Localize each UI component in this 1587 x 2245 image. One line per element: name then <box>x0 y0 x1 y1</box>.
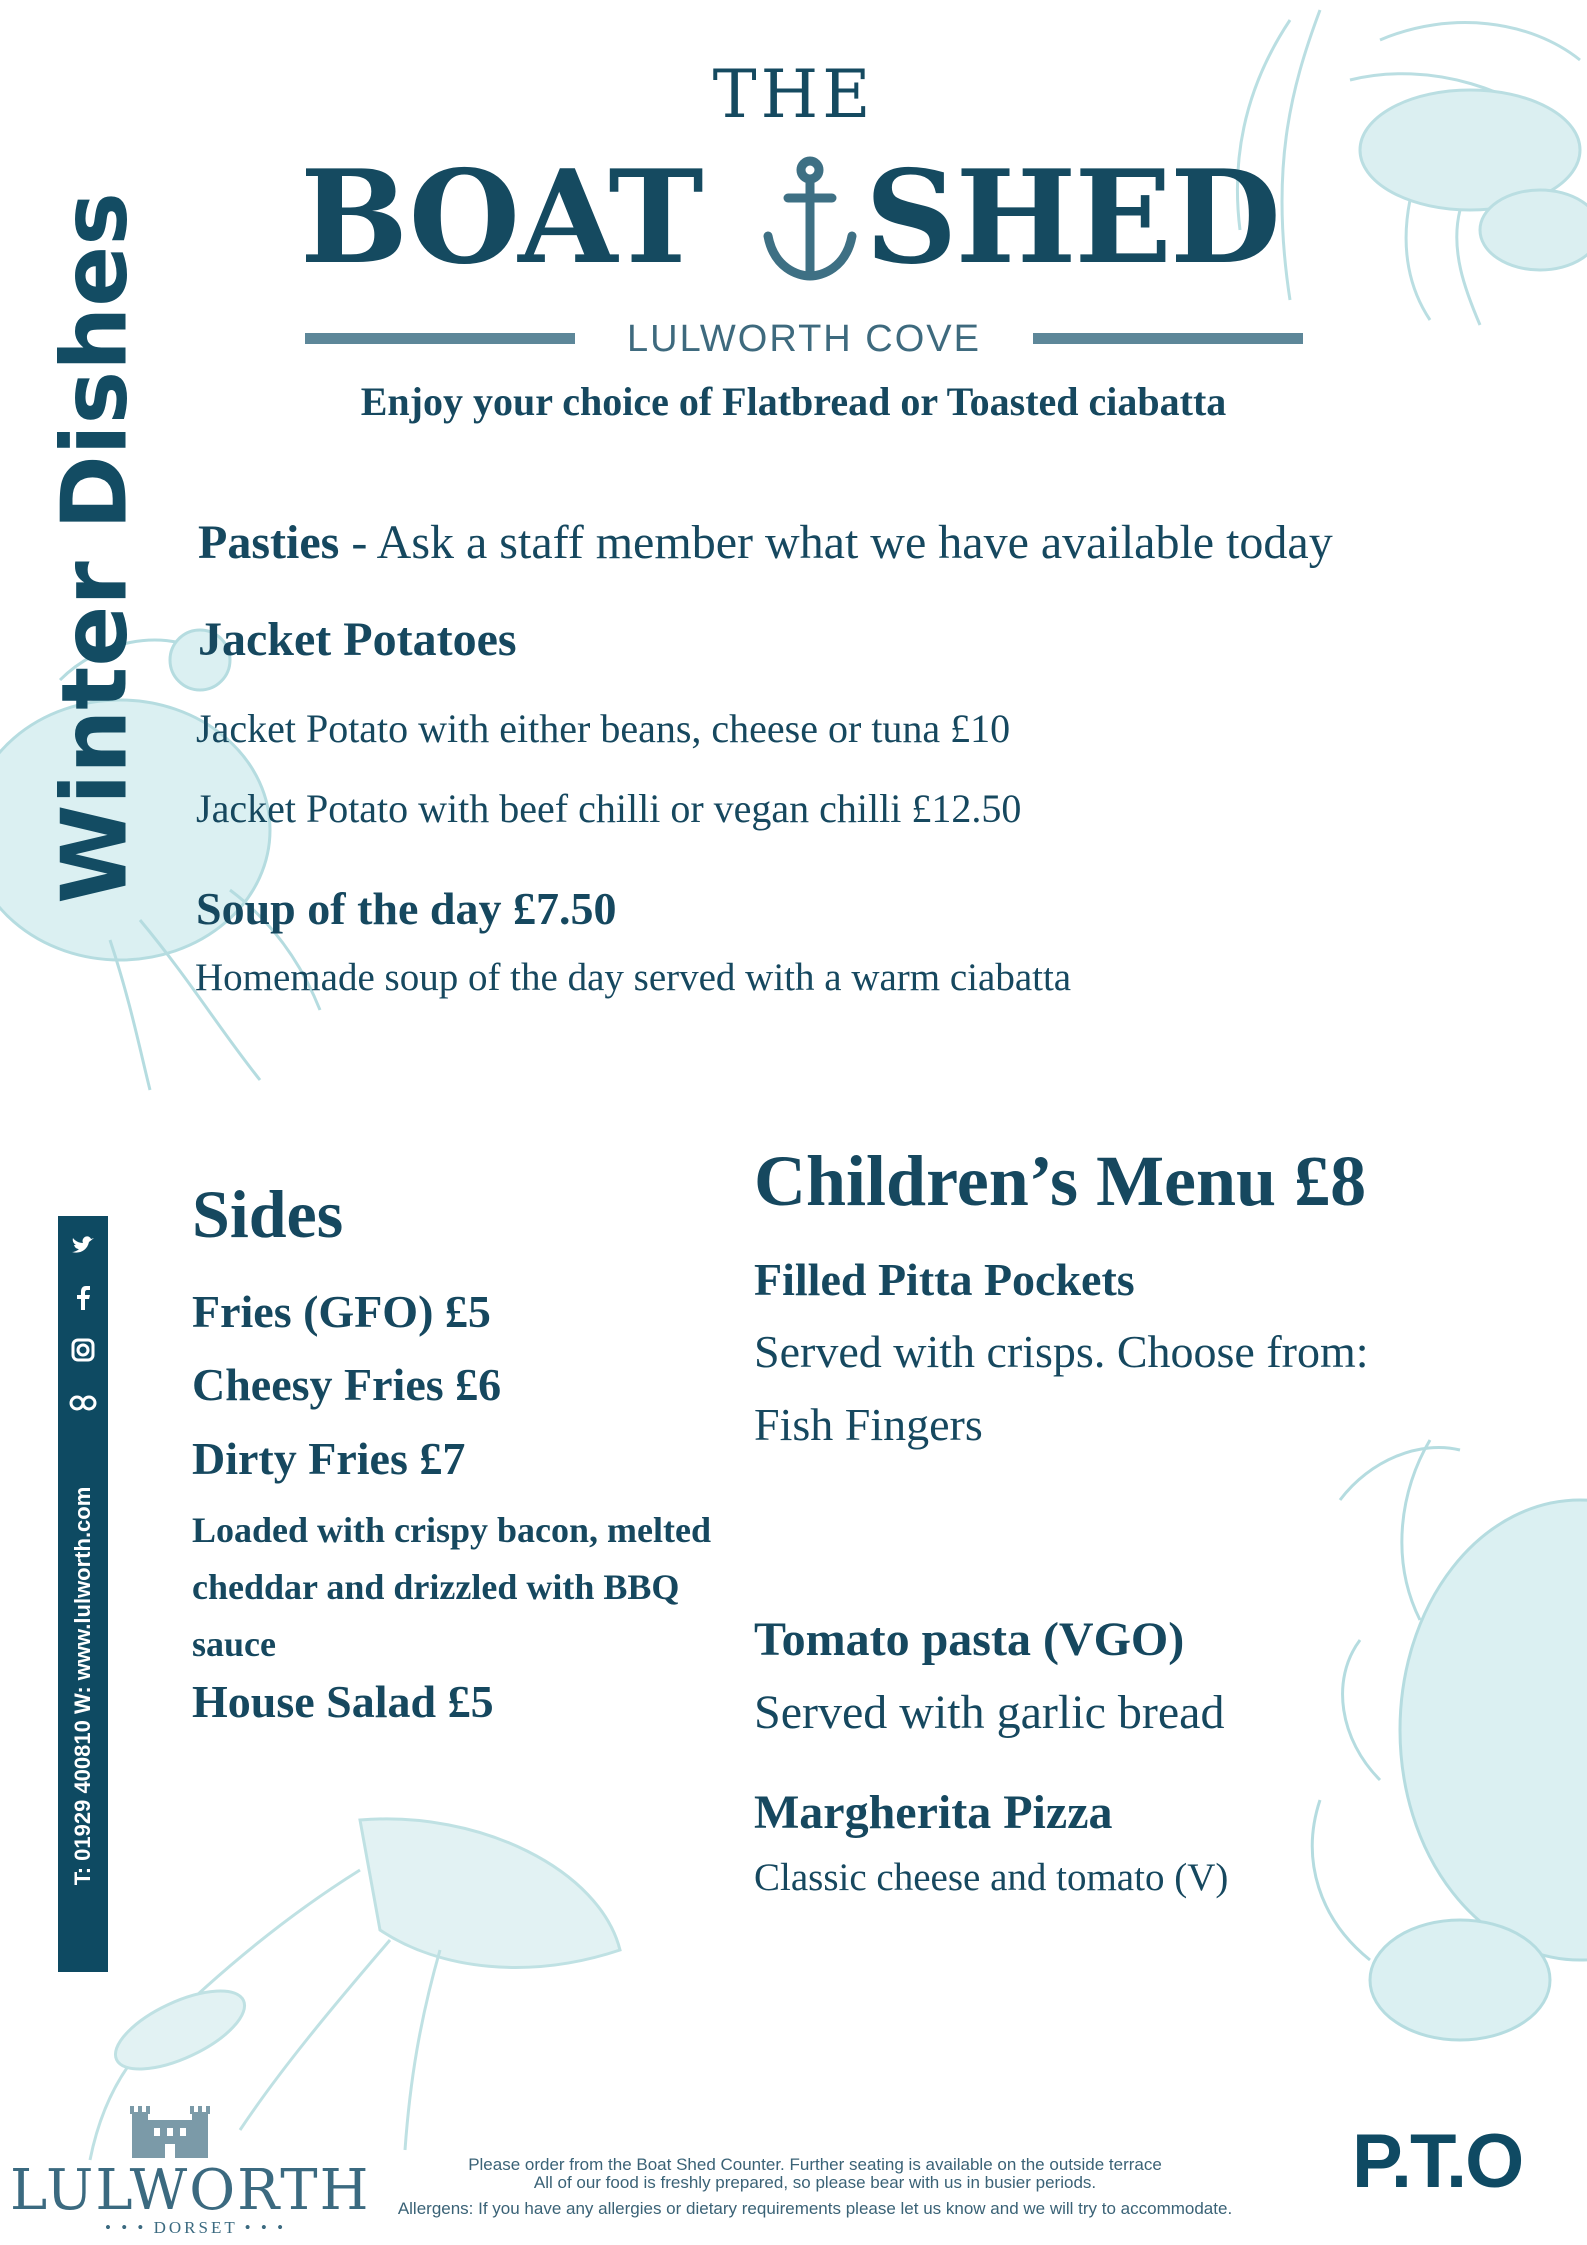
childrens-menu-title: Children’s Menu £8 <box>754 1141 1367 1221</box>
lulworth-logo-sub: • • • DORSET • • • <box>105 2218 287 2237</box>
contact-bar <box>58 1216 108 1972</box>
sides-title: Sides <box>192 1176 344 1252</box>
footer-note-line: Please order from the Boat Shed Counter. Further seating is available on the outside terrace <box>468 2155 1162 2174</box>
logo-boat-shed <box>300 143 1310 293</box>
footer-note <box>300 2156 1330 2218</box>
kids-item-description: Classic cheese and tomato (V) <box>754 1856 1229 1899</box>
logo-divider-right <box>1033 333 1303 344</box>
twitter-icon[interactable] <box>69 1232 97 1260</box>
kids-item-name: Filled Pitta Pockets <box>754 1254 1135 1305</box>
jacket-potato-item: Jacket Potato with either beans, cheese or tuna £10 <box>196 706 1011 751</box>
kids-item-name: Margherita Pizza <box>754 1786 1113 1839</box>
contact-details: T: 01929 400810 W: www.lulworth.com <box>70 1486 95 1886</box>
dirty-fries-description: Loaded with crispy bacon, melted cheddar and drizzled with BBQ sauce <box>192 1510 712 1664</box>
castle-logo-icon <box>128 2102 212 2158</box>
anchor-icon <box>760 156 860 282</box>
tagline: Enjoy your choice of Flatbread or Toasted ciabatta <box>360 379 1227 424</box>
logo-word-boat: BOAT <box>300 143 702 293</box>
soup-heading: Soup of the day £7.50 <box>196 883 617 934</box>
logo-the: THE <box>712 56 875 133</box>
side-item: Fries (GFO) £5 <box>192 1286 491 1337</box>
side-title-winter-dishes <box>40 148 150 948</box>
logo-location: LULWORTH COVE <box>627 318 981 360</box>
soup-description: Homemade soup of the day served with a warm ciabatta <box>195 956 1072 999</box>
kids-item-name: Tomato pasta (VGO) <box>754 1613 1185 1666</box>
pto-label: P.T.O <box>1352 2119 1523 2204</box>
kids-item-description: Served with garlic bread <box>754 1686 1225 1739</box>
facebook-icon[interactable] <box>69 1284 97 1312</box>
side-item: House Salad £5 <box>192 1676 494 1727</box>
pasties-line <box>198 515 1333 570</box>
pasties-label: Pasties <box>198 516 340 569</box>
tripadvisor-icon[interactable] <box>69 1388 97 1416</box>
jacket-potatoes-heading: Jacket Potatoes <box>198 613 517 666</box>
kids-item-description: Served with crisps. Choose from: <box>754 1326 1369 1377</box>
instagram-icon[interactable] <box>69 1336 97 1364</box>
logo-word-shed: SHED <box>865 143 1279 293</box>
side-item: Cheesy Fries £6 <box>192 1359 502 1410</box>
logo-divider-left <box>305 333 575 344</box>
lulworth-logo-word: LULWORTH <box>10 2158 371 2223</box>
side-title-text: Winter Dishes <box>42 192 148 904</box>
crab-illustration-right <box>1280 1380 1587 2100</box>
side-item: Dirty Fries £7 <box>192 1433 466 1484</box>
kids-item-description: Fish Fingers <box>754 1399 983 1450</box>
jacket-potato-item: Jacket Potato with beef chilli or vegan chilli £12.50 <box>196 786 1022 831</box>
footer-note-line: Allergens: If you have any allergies or dietary requirements please let us know and we will try to accommodate. <box>397 2199 1233 2218</box>
footer-note-line: All of our food is freshly prepared, so please bear with us in busier periods. <box>533 2173 1097 2192</box>
pasties-text: - Ask a staff member what we have available today <box>339 516 1333 569</box>
